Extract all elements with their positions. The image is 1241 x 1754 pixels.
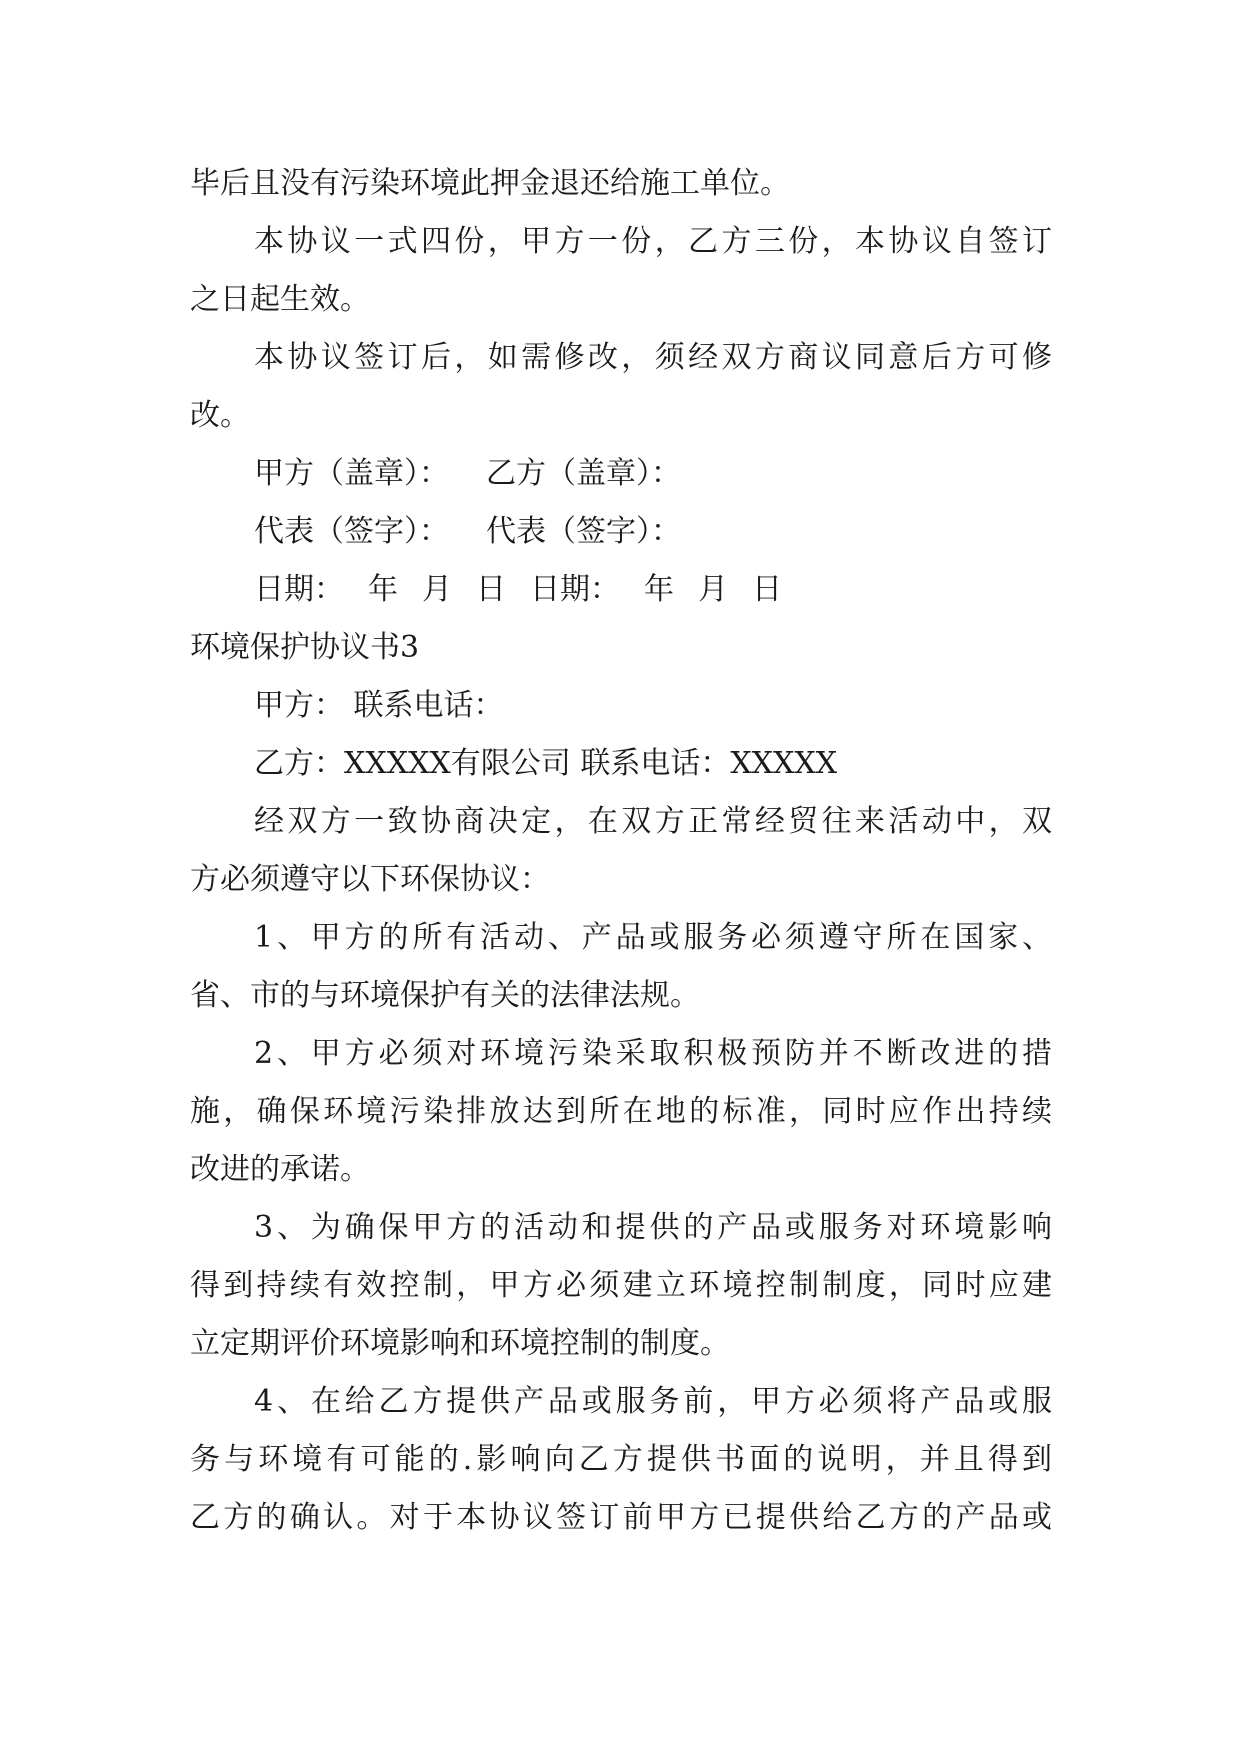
paragraph-line: 省、市的与环境保护有关的法律法规。 <box>190 978 700 1013</box>
paragraph-line: 本协议签订后，如需修改，须经双方商议同意后方可修 <box>254 340 1052 375</box>
paragraph-line: 改进的承诺。 <box>190 1152 370 1187</box>
paragraph-line: 1、甲方的所有活动、产品或服务必须遵守所在国家、 <box>254 920 1052 955</box>
document-body <box>190 155 1052 1547</box>
seal-row <box>190 445 1052 503</box>
month-label: 月 <box>422 572 452 607</box>
month-label: 月 <box>698 572 728 607</box>
party-b-rep-label: 代表（签字）： <box>486 514 681 549</box>
paragraph-line: 立定期评价环境影响和环境控制的制度。 <box>190 1326 730 1361</box>
paragraph-line: 改。 <box>190 398 250 433</box>
year-label: 年 <box>368 572 398 607</box>
paragraph-line: 方必须遵守以下环保协议： <box>190 862 550 897</box>
paragraph-line: 2、甲方必须对环境污染采取积极预防并不断改进的措 <box>254 1036 1052 1071</box>
paragraph-line: 毕后且没有污染环境此押金退还给施工单位。 <box>190 166 790 201</box>
party-a-seal-label: 甲方（盖章）： <box>254 456 449 491</box>
date-label-a: 日期： <box>254 572 344 607</box>
paragraph-line: 务与环境有可能的.影响向乙方提供书面的说明，并且得到 <box>190 1442 1052 1477</box>
year-label: 年 <box>644 572 674 607</box>
paragraph-line: 乙方的确认。对于本协议签订前甲方已提供给乙方的产品或 <box>190 1500 1052 1535</box>
party-a-contact: 甲方： 联系电话： <box>254 688 504 723</box>
signature-row <box>190 503 1052 561</box>
paragraph-line: 经双方一致协商决定，在双方正常经贸往来活动中，双 <box>254 804 1052 839</box>
day-label: 日 <box>752 572 782 607</box>
date-row <box>190 561 1052 619</box>
paragraph-line: 施，确保环境污染排放达到所在地的标准，同时应作出持续 <box>190 1094 1052 1129</box>
paragraph-line: 之日起生效。 <box>190 282 370 317</box>
paragraph-line: 本协议一式四份，甲方一份，乙方三份，本协议自签订 <box>254 224 1052 259</box>
paragraph-line: 3、为确保甲方的活动和提供的产品或服务对环境影响 <box>254 1210 1052 1245</box>
date-label-b: 日期： <box>530 572 620 607</box>
party-a-rep-label: 代表（签字）： <box>254 514 449 549</box>
party-b-seal-label: 乙方（盖章）： <box>486 456 681 491</box>
section-title: 环境保护协议书3 <box>190 630 420 665</box>
party-b-contact: 乙方：XXXXX有限公司 联系电话：XXXXX <box>254 746 838 781</box>
day-label: 日 <box>476 572 506 607</box>
paragraph-line: 得到持续有效控制，甲方必须建立环境控制制度，同时应建 <box>190 1268 1052 1303</box>
paragraph-line: 4、在给乙方提供产品或服务前，甲方必须将产品或服 <box>254 1384 1052 1419</box>
